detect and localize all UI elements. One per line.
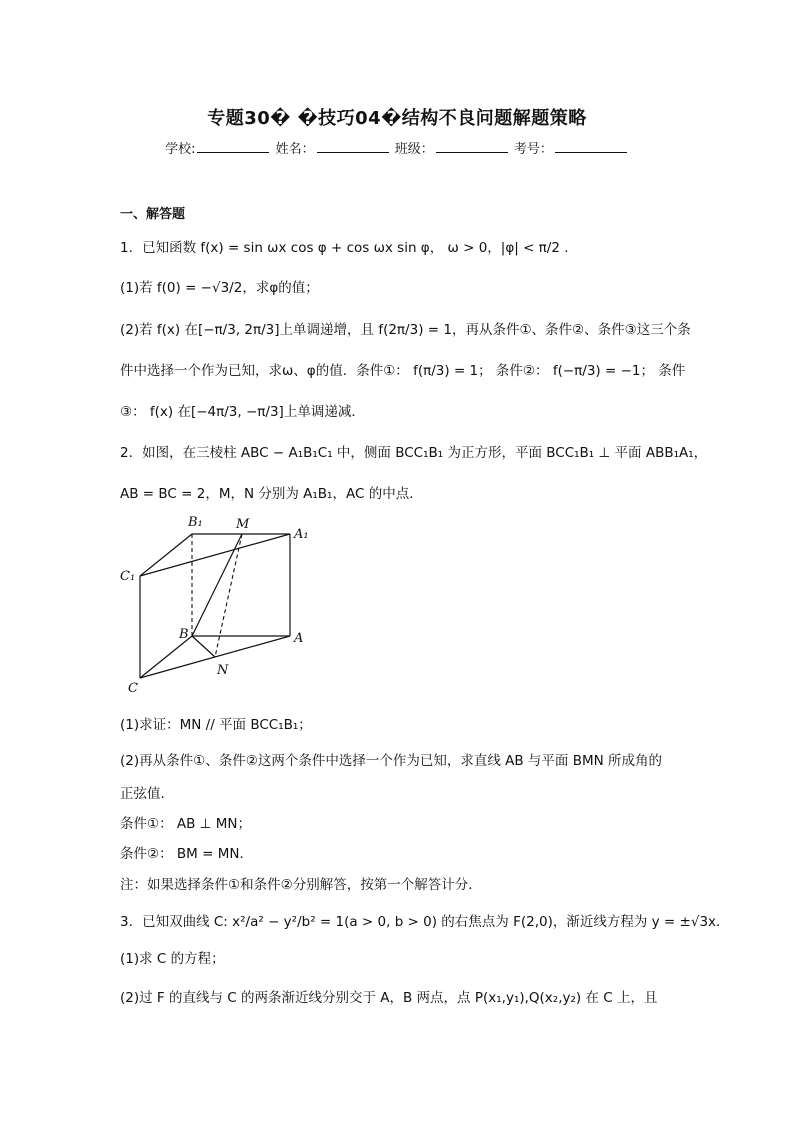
name-label: 姓名： bbox=[275, 142, 315, 157]
q1-stem: 1．已知函数 f(x) = sin ωx cos φ + cos ωx sin φ， ω > 0，|φ| < π/2 . bbox=[120, 240, 569, 256]
q2-note: 注：如果选择条件①和条件②分别解答，按第一个解答计分． bbox=[120, 877, 482, 893]
section-heading: 一、解答题 bbox=[120, 207, 186, 222]
school-blank bbox=[197, 140, 269, 153]
q2-condition2: 条件②： BM = MN． bbox=[120, 846, 253, 862]
q3-part2: (2)过 F 的直线与 C 的两条渐近线分别交于 A，B 两点，点 P(x₁,y₁),Q(x₂,y₂) 在 C 上，且 bbox=[120, 990, 658, 1006]
prism-figure bbox=[112, 508, 322, 698]
q2-part2-line2: 正弦值． bbox=[120, 786, 174, 802]
q3-part1: (1)求 C 的方程； bbox=[120, 951, 225, 967]
school-label: 学校: bbox=[165, 142, 196, 157]
label-C1: C₁ bbox=[120, 569, 136, 584]
q1-part2-line2: 件中选择一个作为已知，求ω、φ的值．条件①： f(π/3) = 1； 条件②： f(−π/3) = −1； 条件 bbox=[120, 363, 686, 379]
q2-stem-line1: 2．如图，在三棱柱 ABC − A₁B₁C₁ 中，侧面 BCC₁B₁ 为正方形，平面 BCC₁B₁ ⊥ 平面 ABB₁A₁， bbox=[120, 445, 708, 461]
label-M: M bbox=[236, 517, 250, 532]
name-blank bbox=[317, 140, 389, 153]
q1-part2-line3: ③： f(x) 在[−4π/3, −π/3]上单调递减． bbox=[120, 404, 365, 420]
label-A: A bbox=[294, 631, 304, 646]
class-blank bbox=[436, 140, 508, 153]
student-info-line bbox=[0, 138, 794, 157]
label-C: C bbox=[128, 681, 138, 696]
q2-stem-line2: AB = BC = 2，M，N 分别为 A₁B₁，AC 的中点． bbox=[120, 486, 423, 502]
id-blank bbox=[555, 140, 627, 153]
page-title: 专题30� �技巧04�结构不良问题解题策略 bbox=[207, 108, 587, 129]
q1-part2-line1: (2)若 f(x) 在[−π/3, 2π/3]上单调递增，且 f(2π/3) = 1，再从条件①、条件②、条件③这三个条 bbox=[120, 322, 691, 338]
q2-part2-line1: (2)再从条件①、条件②这两个条件中选择一个作为已知，求直线 AB 与平面 BMN 所成角的 bbox=[120, 753, 662, 769]
label-N: N bbox=[217, 663, 229, 678]
q2-condition1: 条件①： AB ⊥ MN； bbox=[120, 816, 251, 832]
q3-stem: 3．已知双曲线 C: x²/a² − y²/b² = 1(a > 0, b > 0) 的右焦点为 F(2,0)，渐近线方程为 y = ±√3x． bbox=[120, 914, 730, 930]
label-B: B bbox=[179, 627, 189, 642]
label-A1: A₁ bbox=[294, 527, 309, 542]
id-label: 考号： bbox=[513, 142, 553, 157]
label-B1: B₁ bbox=[188, 515, 203, 530]
class-label: 班级： bbox=[394, 142, 434, 157]
q2-part1: (1)求证：MN // 平面 BCC₁B₁； bbox=[120, 717, 312, 733]
q1-part1: (1)若 f(0) = −√3/2，求φ的值； bbox=[120, 280, 319, 296]
